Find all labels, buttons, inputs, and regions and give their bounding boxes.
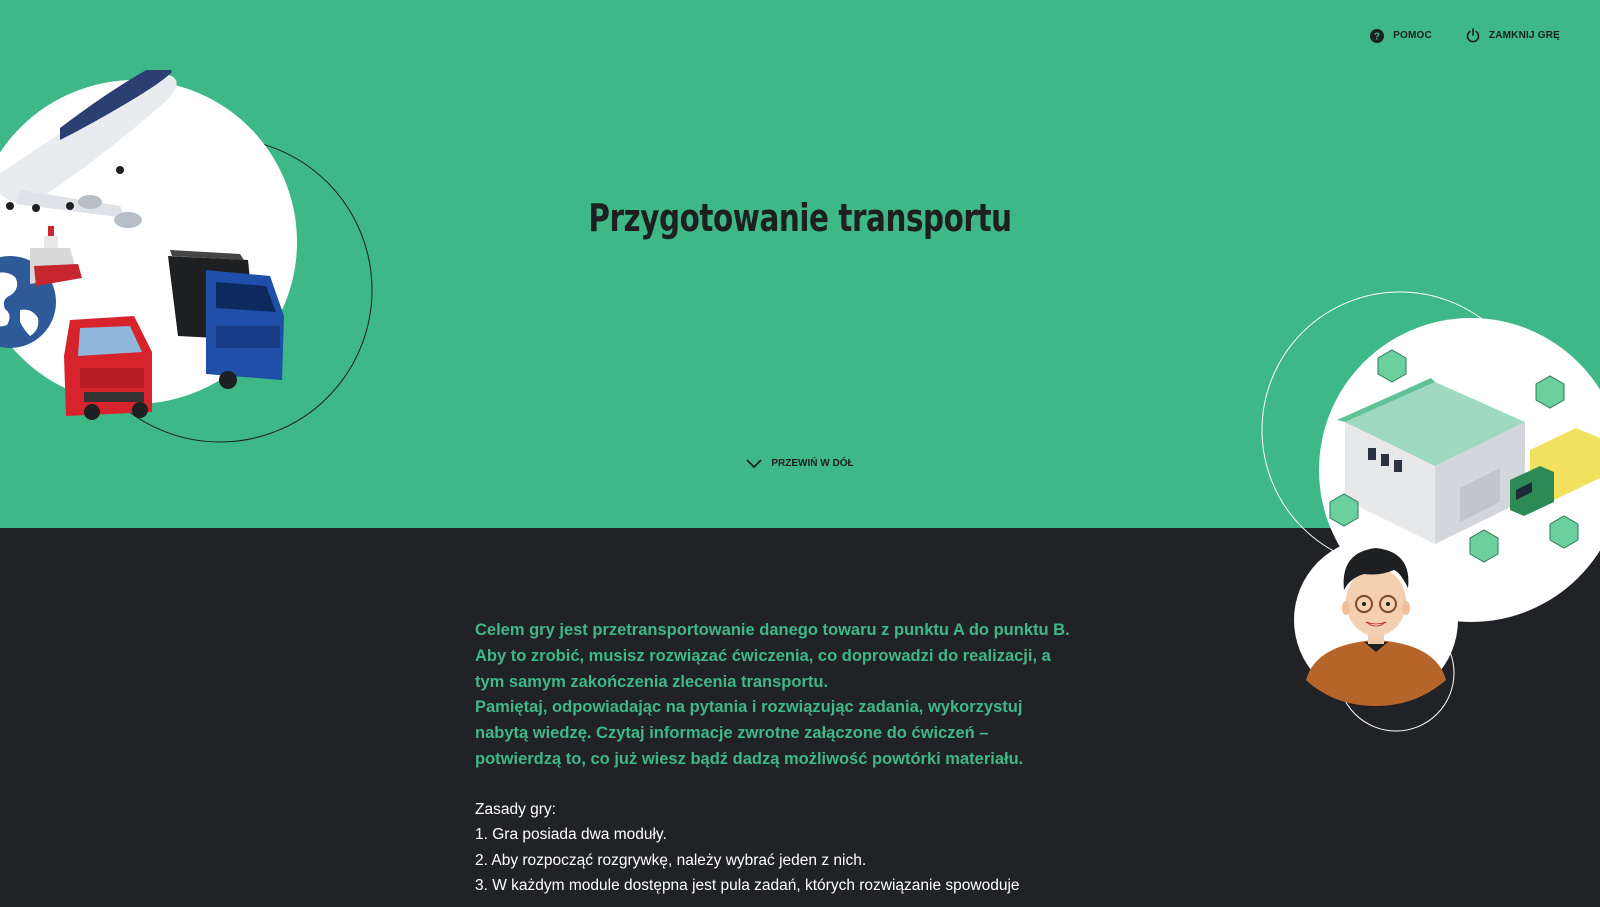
warehouse-illustration bbox=[1260, 280, 1600, 760]
top-navigation bbox=[1370, 28, 1560, 43]
intro-paragraph: Pamiętaj, odpowiadając na pytania i rozwiązując zadania, wykorzystuj nabytą wiedzę. Czytaj informacje zwrotne załączone do ćwiczeń – potwierdzą to, co już wiesz bądź dadzą możliwość powtórki materiału. bbox=[475, 698, 1024, 768]
rule-item: 3. W każdym module dostępna jest pula zadań, których rozwiązanie spowoduje bbox=[475, 877, 1020, 895]
page-title: Przygotowanie transportu bbox=[588, 196, 1012, 240]
scroll-down-label: PRZEWIŃ W DÓŁ bbox=[771, 458, 854, 469]
question-circle-icon bbox=[1370, 29, 1384, 43]
chevron-down-icon bbox=[746, 459, 762, 469]
close-game-label: ZAMKNIJ GRĘ bbox=[1488, 30, 1560, 41]
help-button[interactable] bbox=[1370, 29, 1432, 43]
rules-title: Zasady gry: bbox=[475, 800, 556, 818]
transport-illustration bbox=[0, 70, 400, 460]
intro-paragraph: Celem gry jest przetransportowanie danego towaru z punktu A do punktu B. Aby to zrobić, musisz rozwiązać ćwiczenia, co doprowadzi do realizacji, a tym samym zakończenia zlecenia transportu. bbox=[475, 621, 1070, 691]
rule-item: 1. Gra posiada dwa moduły. bbox=[475, 826, 667, 844]
close-game-button[interactable] bbox=[1466, 28, 1560, 43]
game-description bbox=[475, 618, 1075, 899]
rule-item: 2. Aby rozpocząć rozgrywkę, należy wybrać jeden z nich. bbox=[475, 851, 867, 869]
van-icon bbox=[64, 316, 152, 420]
intro-text bbox=[475, 618, 1075, 773]
svg-text:?: ? bbox=[1373, 31, 1381, 42]
power-icon bbox=[1466, 28, 1480, 43]
worker-avatar bbox=[1294, 538, 1458, 706]
help-label: POMOC bbox=[1393, 30, 1432, 41]
rules-list bbox=[475, 822, 1075, 899]
